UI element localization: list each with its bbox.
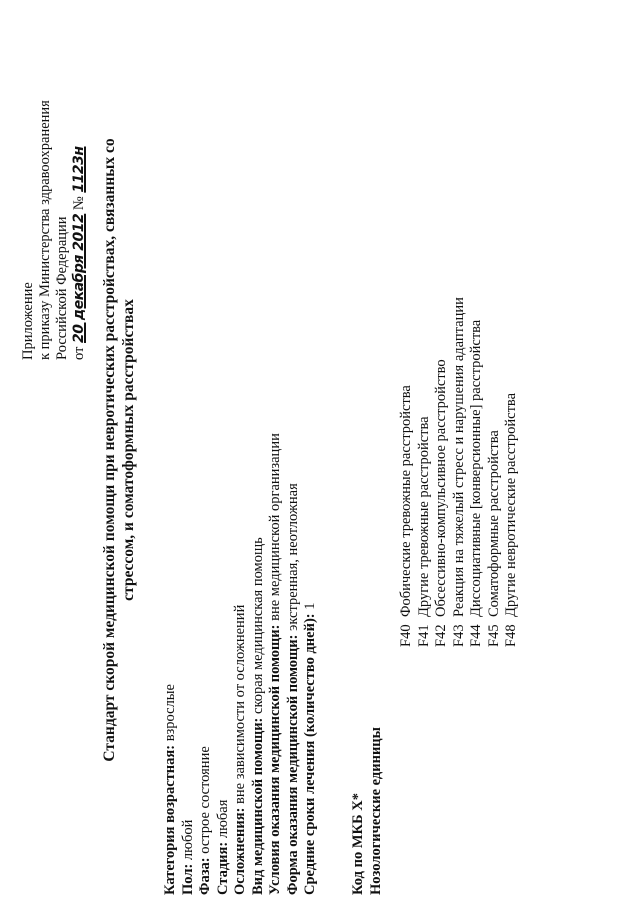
param-value: вне медицинской организации [267, 433, 283, 625]
icd-name: Реакция на тяжелый стресс и нарушения адаптации [450, 297, 467, 617]
icd-item [486, 297, 504, 647]
param-label: Пол: [179, 863, 196, 895]
param-stage [215, 433, 233, 895]
param-care-type [250, 433, 268, 895]
icd-code: F45 [485, 624, 502, 647]
icd-header [350, 727, 385, 895]
appendix-date-prefix: от [71, 346, 87, 360]
icd-code: F40 [398, 624, 414, 647]
standard-parameters [162, 433, 320, 895]
appendix-federation-line: Российской Федерации [54, 216, 70, 360]
icd-code: F44 [468, 624, 484, 647]
icd-code-list [398, 297, 521, 647]
param-value: экстренная, неотложная [284, 483, 301, 635]
appendix-block [20, 100, 88, 360]
appendix-title: Приложение [20, 282, 36, 360]
param-value: скорая медицинская помощь [249, 537, 266, 718]
appendix-number-sign: № [71, 196, 87, 211]
param-value: взрослые [162, 684, 178, 745]
appendix-order-line: к приказу Министерства здравоохранения [37, 100, 53, 360]
param-sex [180, 433, 198, 895]
param-value: 1 [302, 602, 318, 614]
icd-item [416, 297, 434, 647]
param-label: Условия оказания медицинской помощи: [267, 624, 283, 895]
icd-code: F48 [503, 624, 519, 647]
handwritten-order-number: 1123н [71, 146, 87, 193]
param-label: Вид медицинской помощи: [249, 717, 266, 895]
icd-item [503, 297, 521, 647]
param-label: Осложнения: [232, 807, 248, 895]
icd-code: F41 [415, 624, 432, 647]
document-title: Стандарт скорой медицинской помощи при невротических расстройствах, связанных со стрессом, и соматоформных расстройствах [101, 138, 137, 762]
icd-name: Другие невротические расстройства [503, 393, 519, 617]
param-care-form [285, 433, 303, 895]
icd-code: F42 [433, 624, 449, 647]
param-label: Фаза: [197, 857, 213, 895]
param-care-conditions [267, 433, 285, 895]
icd-name: Другие тревожные расстройства [415, 416, 432, 617]
icd-name: Обсессивно-компульсивное расстройство [433, 359, 449, 617]
param-phase [197, 433, 215, 895]
param-complications [232, 433, 250, 895]
icd-name: Диссоциативные [конверсионные] расстройства [468, 319, 484, 617]
param-label: Средние сроки лечения (количество дней): [302, 613, 318, 895]
icd-name: Фобические тревожные расстройства [398, 385, 414, 617]
icd-item [468, 297, 486, 647]
appendix-date-line [71, 100, 88, 360]
nosological-units-heading: Нозологические единицы [367, 727, 384, 895]
param-label: Категория возрастная: [162, 744, 178, 895]
icd-item [433, 297, 451, 647]
param-value: любая [214, 799, 231, 842]
param-treatment-duration [302, 433, 320, 895]
icd-item [398, 297, 416, 647]
icd-name: Соматоформные расстройства [485, 430, 502, 617]
param-label: Форма оказания медицинской помощи: [284, 634, 301, 895]
icd-code: F43 [450, 624, 467, 647]
param-value: вне зависимости от осложнений [232, 604, 248, 808]
icd-item [451, 297, 469, 647]
param-value: острое состояние [197, 746, 213, 858]
param-label: Стадия: [214, 841, 231, 895]
icd-code-heading: Код по МКБ X* [350, 793, 366, 895]
param-value: любой [179, 819, 196, 864]
param-age-category [162, 433, 180, 895]
handwritten-date: 20 декабря 2012 [71, 213, 87, 343]
